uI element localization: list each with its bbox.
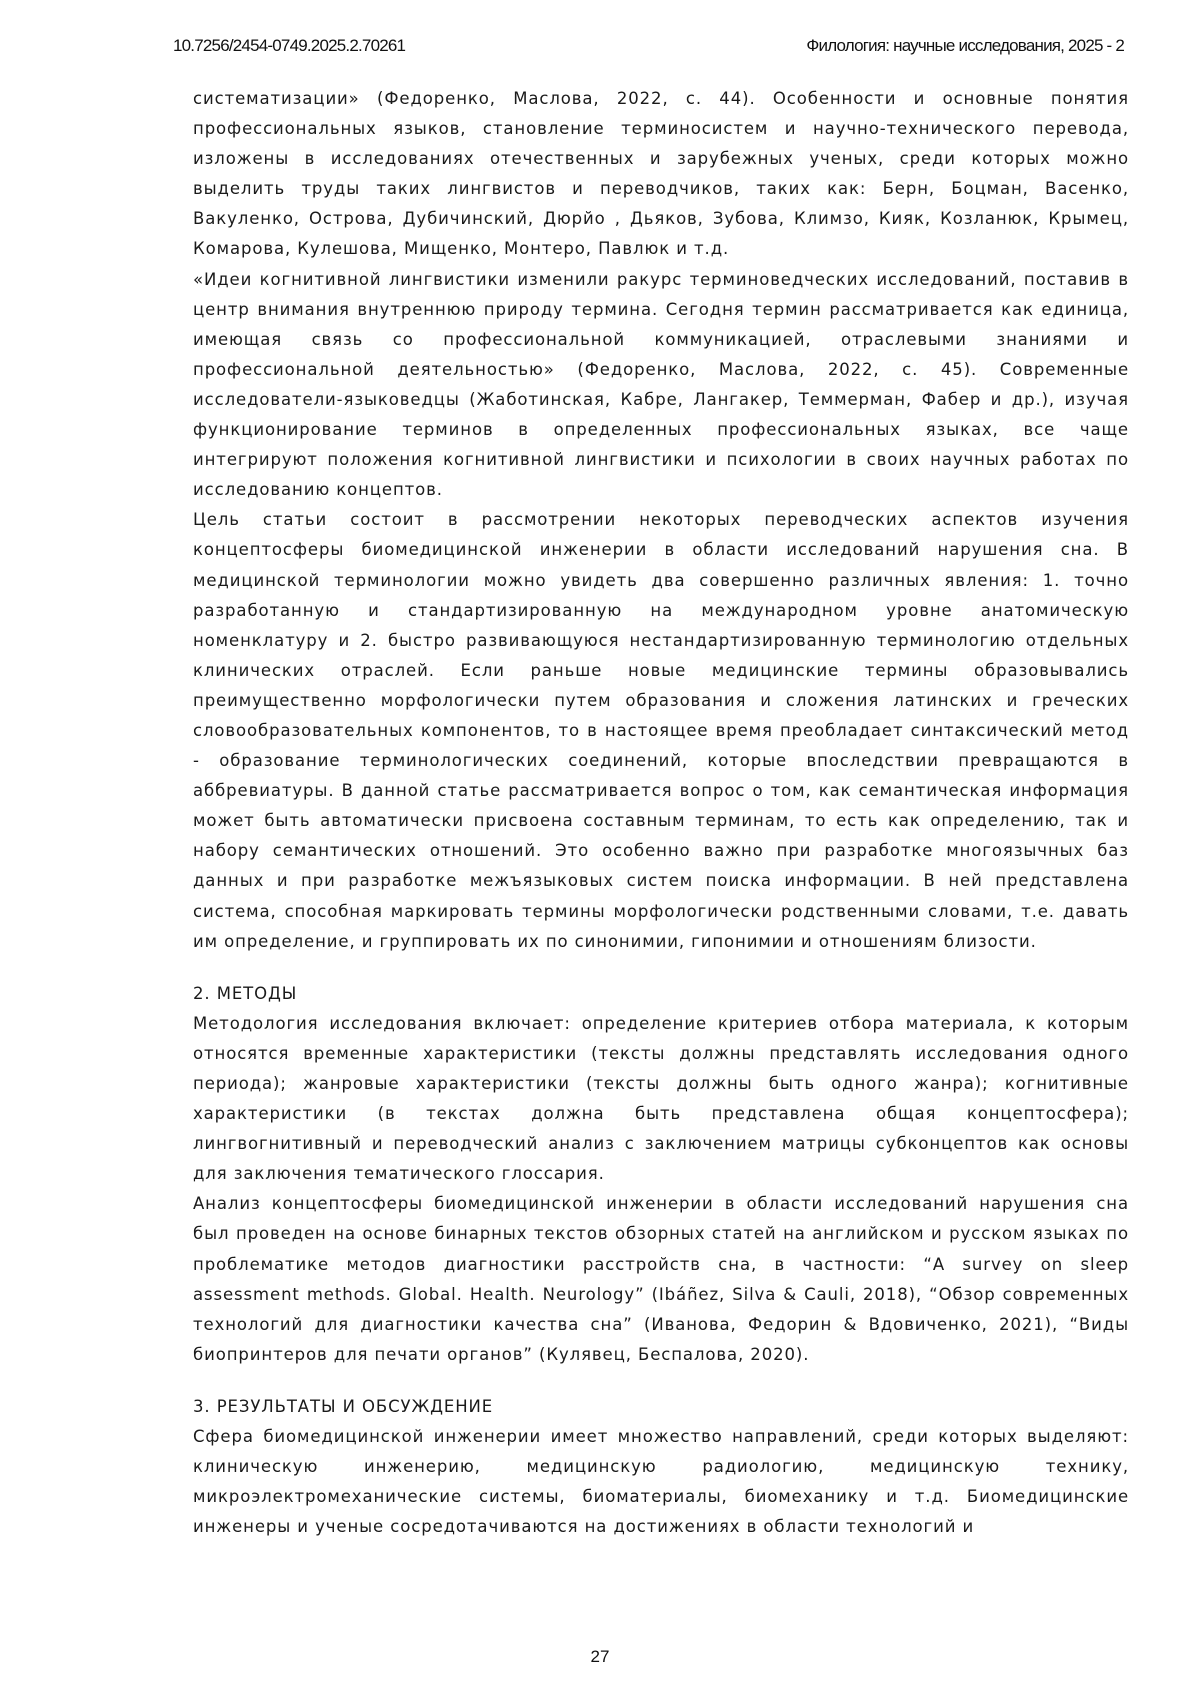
paragraph: систематизации» (Федоренко, Маслова, 2022, с. 44). Особенности и основные понятия профессиональных языков, становление терминосистем и научно-технического перевода, изложены в исследованиях отечественных и зарубежных ученых, среди которых можно выделить труды таких лингвистов и переводчиков, таких как: Берн, Боцман, Васенко, Вакуленко, Острова, Дубичинский, Дюрйо , Дьяков, Зубова, Климзо, Кияк, Козланюк, Крымец, Комарова, Кулешова, Мищенко, Монтеро, Павлюк и т.д. — [193, 89, 1129, 259]
section-gap — [193, 957, 1129, 979]
journal-title: Филология: научные исследования, 2025 - 2 — [806, 36, 1124, 55]
article-body — [193, 84, 1129, 1542]
section-heading-methods: 2. МЕТОДЫ — [193, 983, 298, 1003]
paragraph: «Идеи когнитивной лингвистики изменили ракурс терминоведческих исследований, поставив в центр внимания внутреннюю природу термина. Сегодня термин рассматривается как единица, имеющая связь со профессиональной коммуникацией, отраслевыми знаниями и профессиональной деятельностью» (Федоренко, Маслова, 2022, с. 45). Современные исследователи-языковедцы (Жаботинская, Кабре, Лангакер, Теммерман, Фабер и др.), изучая функционирование терминов в определенных профессиональных языках, все чаще интегрируют положения когнитивной лингвистики и психологии в своих научных работах по исследованию концептов. — [193, 269, 1129, 500]
doi: 10.7256/2454-0749.2025.2.70261 — [173, 36, 406, 55]
paragraph: Методология исследования включает: определение критериев отбора материала, к которым относятся временные характеристики (тексты должны представлять исследования одного периода); жанровые характеристики (тексты должны быть одного жанра); когнитивные характеристики (в текстах должна быть представлена общая концептосфера); лингвогнитивный и переводческий анализ с заключением матрицы субконцептов как основы для заключения тематического глоссария. — [193, 1013, 1129, 1184]
paragraph: Цель статьи состоит в рассмотрении некоторых переводческих аспектов изучения концептосферы биомедицинской инженерии в области исследований нарушения сна. В медицинской терминологии можно увидеть два совершенно различных явления: 1. точно разработанную и стандартизированную на международном уровне анатомическую номенклатуру и 2. быстро развивающуюся нестандартизированную терминологию отдельных клинических отраслей. Если раньше новые медицинские термины образовывались преимущественно морфологически путем образования и сложения латинских и греческих словообразовательных компонентов, то в настоящее время преобладает синтаксический метод - образование терминологических соединений, которые впоследствии превращаются в аббревиатуры. В данной статье рассматривается вопрос о том, как семантическая информация может быть автоматически присвоена составным терминам, то есть как определению, так и набору семантических отношений. Это особенно важно при разработке многоязычных баз данных и при разработке межъязыковых систем поиска информации. В ней представлена система, способная маркировать термины морфологически родственными словами, т.е. давать им определение, и группировать их по синонимии, гипонимии и отношениям близости. — [193, 510, 1129, 951]
paragraph: Анализ концептосферы биомедицинской инженерии в области исследований нарушения сна был проведен на основе бинарных текстов обзорных статей на английском и русском языках по проблематике методов диагностики расстройств сна, в частности: “A survey on sleep assessment methods. Global. Health. Neurology” (Ibáñez, Silva & Cauli, 2018), “Обзор современных технологий для диагностики качества сна” (Иванова, Федорин & Вдовиченко, 2021), “Виды биопринтеров для печати органов” (Кулявец, Беспалова, 2020). — [193, 1194, 1129, 1364]
paragraph: Сфера биомедицинской инженерии имеет множество направлений, среди которых выделяют: клиническую инженерию, медицинскую радиологию, медицинскую технику, микроэлектромеханические системы, биоматериалы, биомеханику и т.д. Биомедицинские инженеры и ученые сосредотачиваются на достижениях в области технологий и — [193, 1427, 1129, 1537]
page-number: 27 — [590, 1647, 610, 1666]
section-heading-results: 3. РЕЗУЛЬТАТЫ И ОБСУЖДЕНИЕ — [193, 1396, 494, 1416]
running-header — [173, 36, 1124, 60]
section-gap — [193, 1370, 1129, 1392]
